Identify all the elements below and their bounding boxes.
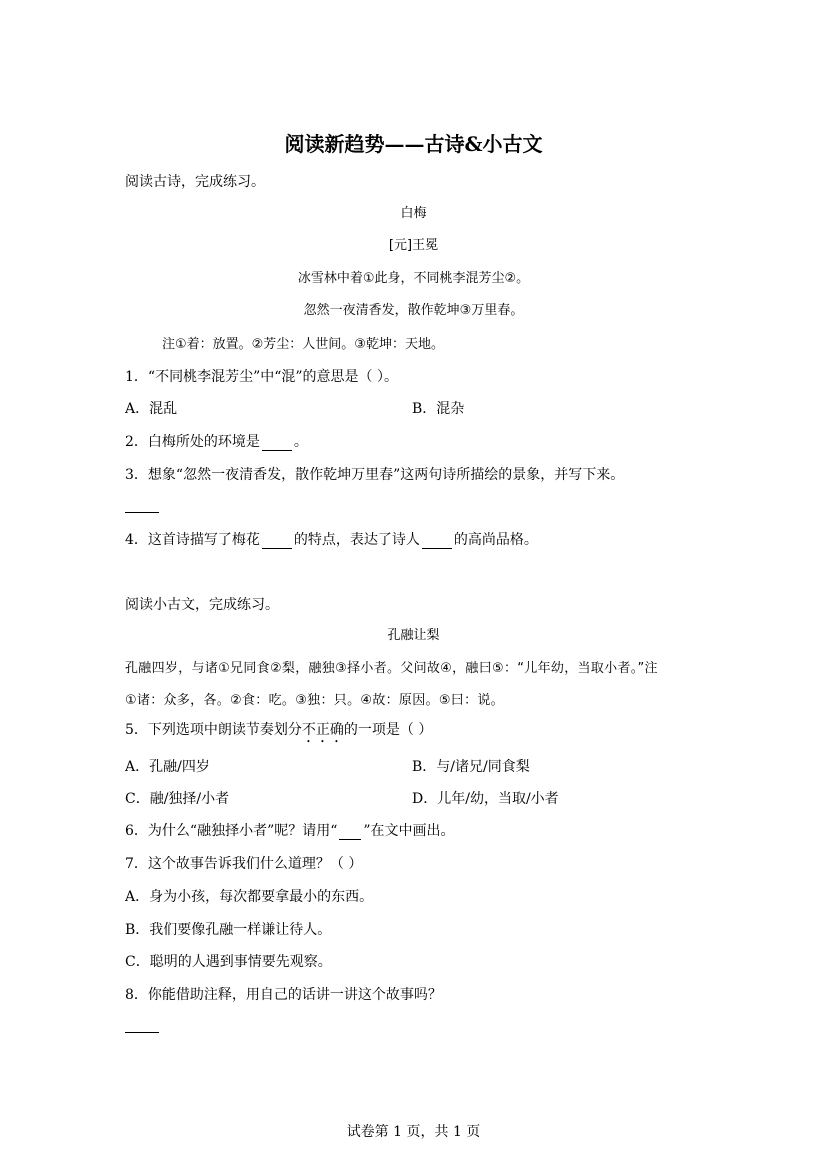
answer-blank[interactable] — [262, 436, 292, 451]
question-6-text-end: ”在文中画出。 — [363, 823, 455, 839]
question-7-option-a: A．身为小孩，每次都要拿最小的东西。 — [125, 889, 374, 905]
question-5 — [125, 721, 432, 746]
question-5-text-end: 的一项是（ ） — [343, 722, 433, 738]
question-5-option-b: B．与/诸兄/同食梨 — [412, 759, 530, 775]
question-4-text: 4．这首诗描写了梅花 — [125, 532, 260, 548]
question-1-option-a: A．混乱 — [125, 401, 178, 417]
question-7-option-c: C．聪明的人遇到事情要先观察。 — [125, 954, 332, 970]
emphasis-text: 不正确 — [301, 722, 344, 738]
underline-sample — [339, 825, 361, 840]
poem-line-1: 冰雪林中着①此身，不同桃李混芳尘②。 — [297, 271, 530, 286]
poem-notes: 注①着：放置。②芳尘：人世间。③乾坤：天地。 — [162, 337, 444, 352]
question-2 — [125, 433, 308, 451]
section1-instruction: 阅读古诗，完成练习。 — [125, 174, 265, 190]
question-8: 8．你能借助注释，用自己的话讲一讲这个故事吗？ — [125, 987, 442, 1003]
question-5-option-a: A．孔融/四岁 — [125, 759, 210, 775]
text-line-1: 孔融四岁，与诸①兄同食②梨，融独③择小者。父问故④，融曰⑤：“儿年幼，当取小者。”注 — [125, 661, 658, 676]
question-7: 7．这个故事告诉我们什么道理？（ ） — [125, 856, 363, 872]
question-2-end: 。 — [293, 434, 308, 450]
answer-line[interactable] — [125, 511, 159, 513]
poem-author: [元]王冕 — [388, 238, 439, 253]
answer-blank[interactable] — [422, 534, 452, 549]
question-5-text: 5．下列选项中朗读节奏划分 — [125, 722, 302, 738]
question-7-option-b: B．我们要像孔融一样谦让待人。 — [125, 922, 332, 938]
answer-line[interactable] — [125, 1031, 159, 1033]
text-line-2: ①诸：众多，各。②食：吃。③独：只。④故：原因。⑤曰：说。 — [125, 693, 504, 708]
question-1-option-b: B．混杂 — [412, 401, 465, 417]
poem-line-2: 忽然一夜清香发，散作乾坤③万里春。 — [303, 303, 524, 318]
section2-instruction: 阅读小古文，完成练习。 — [125, 597, 279, 613]
question-1: 1．“不同桃李混芳尘”中“混”的意思是（ ）。 — [125, 369, 398, 385]
question-5-option-c: C．融/独择/小者 — [125, 791, 230, 807]
question-6 — [125, 822, 455, 840]
question-4-text-mid: 的特点，表达了诗人 — [293, 532, 420, 548]
question-6-text: 6．为什么“融独择小者”呢？请用“ — [125, 823, 338, 839]
text-title: 孔融让梨 — [387, 628, 440, 643]
poem-title: 白梅 — [400, 206, 427, 221]
page-footer: 试卷第 1 页，共 1 页 — [346, 1124, 481, 1140]
question-5-option-d: D．儿年/幼，当取/小者 — [412, 791, 559, 807]
question-2-text: 2．白梅所处的环境是 — [125, 434, 260, 450]
question-3: 3．想象“忽然一夜清香发，散作乾坤万里春”这两句诗所描绘的景象，并写下来。 — [125, 467, 625, 483]
page-title: 阅读新趋势——古诗&小古文 — [284, 132, 543, 156]
answer-blank[interactable] — [262, 534, 292, 549]
question-4-text-end: 的高尚品格。 — [453, 532, 538, 548]
question-4 — [125, 531, 538, 549]
